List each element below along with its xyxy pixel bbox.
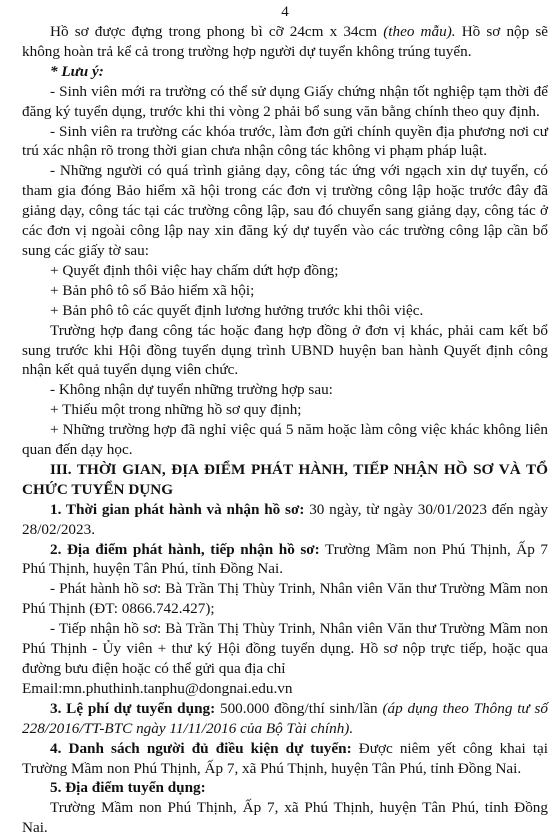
issue-text: - Phát hành hồ sơ: Bà Trần Thị Thùy Trinh, Nhân viên Văn thư Trường Mầm non Phú Thịnh (ĐT: 0866.742.427); <box>22 580 548 618</box>
section-item-3 <box>22 699 548 739</box>
item-5-text: Trường Mầm non Phú Thịnh, Ấp 7, xã Phú Thịnh, huyện Tân Phú, tỉnh Đồng Nai. <box>22 799 548 837</box>
section-heading: III. THỜI GIAN, ĐỊA ĐIỂM PHÁT HÀNH, TIẾP NHẬN HỒ SƠ VÀ TỔ CHỨC TUYỂN DỤNG <box>22 460 548 498</box>
note-label: * Lưu ý: <box>50 62 104 80</box>
item-4-text: Được niêm yết công khai tại Trường Mầm non Phú Thịnh, Ấp 7, xã Phú Thịnh, huyện Tân Phú, tỉnh Đồng Nai. <box>22 739 549 777</box>
doc-item: + Bản phô tô các quyết định lương hưởng trước khi thôi việc. <box>50 301 424 319</box>
email-line: Email:mn.phuthinh.tanphu@dongnai.edu.vn <box>22 679 293 697</box>
section-item-4 <box>22 739 548 779</box>
intro-text-end: Hồ sơ nộp sẽ không hoàn trả kể cả trong trường hợp người dự tuyển không trúng tuyển. <box>22 23 549 60</box>
contract-note: Trường hợp đang công tác hoặc đang hợp đồng ở đơn vị khác, phải cam kết bổ sung trước khi Hội đồng tuyển dụng trình UBND huyện ban hành Quyết định công nhận kết quả tuyển dụng viên chức. <box>22 321 548 379</box>
section-item-5 <box>22 778 548 798</box>
item-3-text: 500.000 đồng/thí sinh/lần <box>219 699 378 717</box>
section-item-1 <box>22 500 548 540</box>
reject-item: + Những trường hợp đã nghỉ việc quá 5 năm hoặc làm công việc khác không liên quan đến dạy học. <box>22 421 548 459</box>
reject-item: + Thiếu một trong những hồ sơ quy định; <box>50 401 302 419</box>
intro-text-start: Hồ sơ được đựng trong phong bì cỡ 24cm x 34cm <box>50 23 378 40</box>
reject-intro: - Không nhận dự tuyển những trường hợp sau: <box>50 381 333 399</box>
item-2-label: 2. Địa điểm phát hành, tiếp nhận hồ sơ: <box>50 540 320 558</box>
item-3-italic: (áp dụng theo Thông tư số 228/2016/TT-BTC ngày 11/11/2016 của Bộ Tài chính). <box>22 699 549 737</box>
page-number: 4 <box>281 4 289 20</box>
item-5-label: 5. Địa điểm tuyển dụng: <box>50 779 206 797</box>
intro-text-italic: (theo mẫu). <box>383 23 456 40</box>
intro-paragraph <box>22 22 548 62</box>
item-1-label: 1. Thời gian phát hành và nhận hồ sơ: <box>50 500 305 518</box>
receive-text: - Tiếp nhận hồ sơ: Bà Trần Thị Thùy Trinh, Nhân viên Văn thư Trường Mầm non Phú Thịnh - Ủy viên + thư ký Hội đồng tuyển dụng. Hồ sơ nộp trực tiếp, hoặc qua đường bưu điện hoặc có thể gửi qua địa chỉ <box>22 620 548 677</box>
section-item-2 <box>22 540 548 580</box>
item-1-text: 30 ngày, từ ngày 30/01/2023 đến ngày 28/02/2023. <box>22 500 548 538</box>
item-3-label: 3. Lệ phí dự tuyển dụng: <box>50 699 216 717</box>
note-item: - Sinh viên mới ra trường có thể sử dụng Giấy chứng nhận tốt nghiệp tạm thời để đăng ký tuyển dụng, trước khi thi vòng 2 phải bổ sung văn bằng chính theo quy định. <box>22 82 548 120</box>
item-4-label: 4. Danh sách người đủ điều kiện dự tuyển: <box>50 739 352 757</box>
note-item: - Những người có quá trình giảng dạy, công tác ứng với ngạch xin dự tuyển, có tham gia đóng Bảo hiểm xã hội trong các đơn vị trường công lập hoặc trước đây đã giảng dạy, công tác tại các trường công lập, sau đó chuyển sang giảng dạy, công tác ở các đơn vị ngoài công lập nay xin đăng ký dự tuyển vào các trường công lập cần bổ sung các giấy tờ sau: <box>22 162 548 259</box>
doc-item: + Bản phô tô sổ Bảo hiểm xã hội; <box>50 281 255 299</box>
item-2-text: Trường Mầm non Phú Thịnh, Ấp 7 Phú Thịnh, huyện Tân Phú, tỉnh Đồng Nai. <box>22 540 548 578</box>
note-item: - Sinh viên ra trường các khóa trước, làm đơn gửi chính quyền địa phương nơi cư trú xác nhận rõ trong thời gian chưa nhận công tác không vi phạm pháp luật. <box>22 122 548 160</box>
doc-item: + Quyết định thôi việc hay chấm dứt hợp đồng; <box>50 261 339 279</box>
